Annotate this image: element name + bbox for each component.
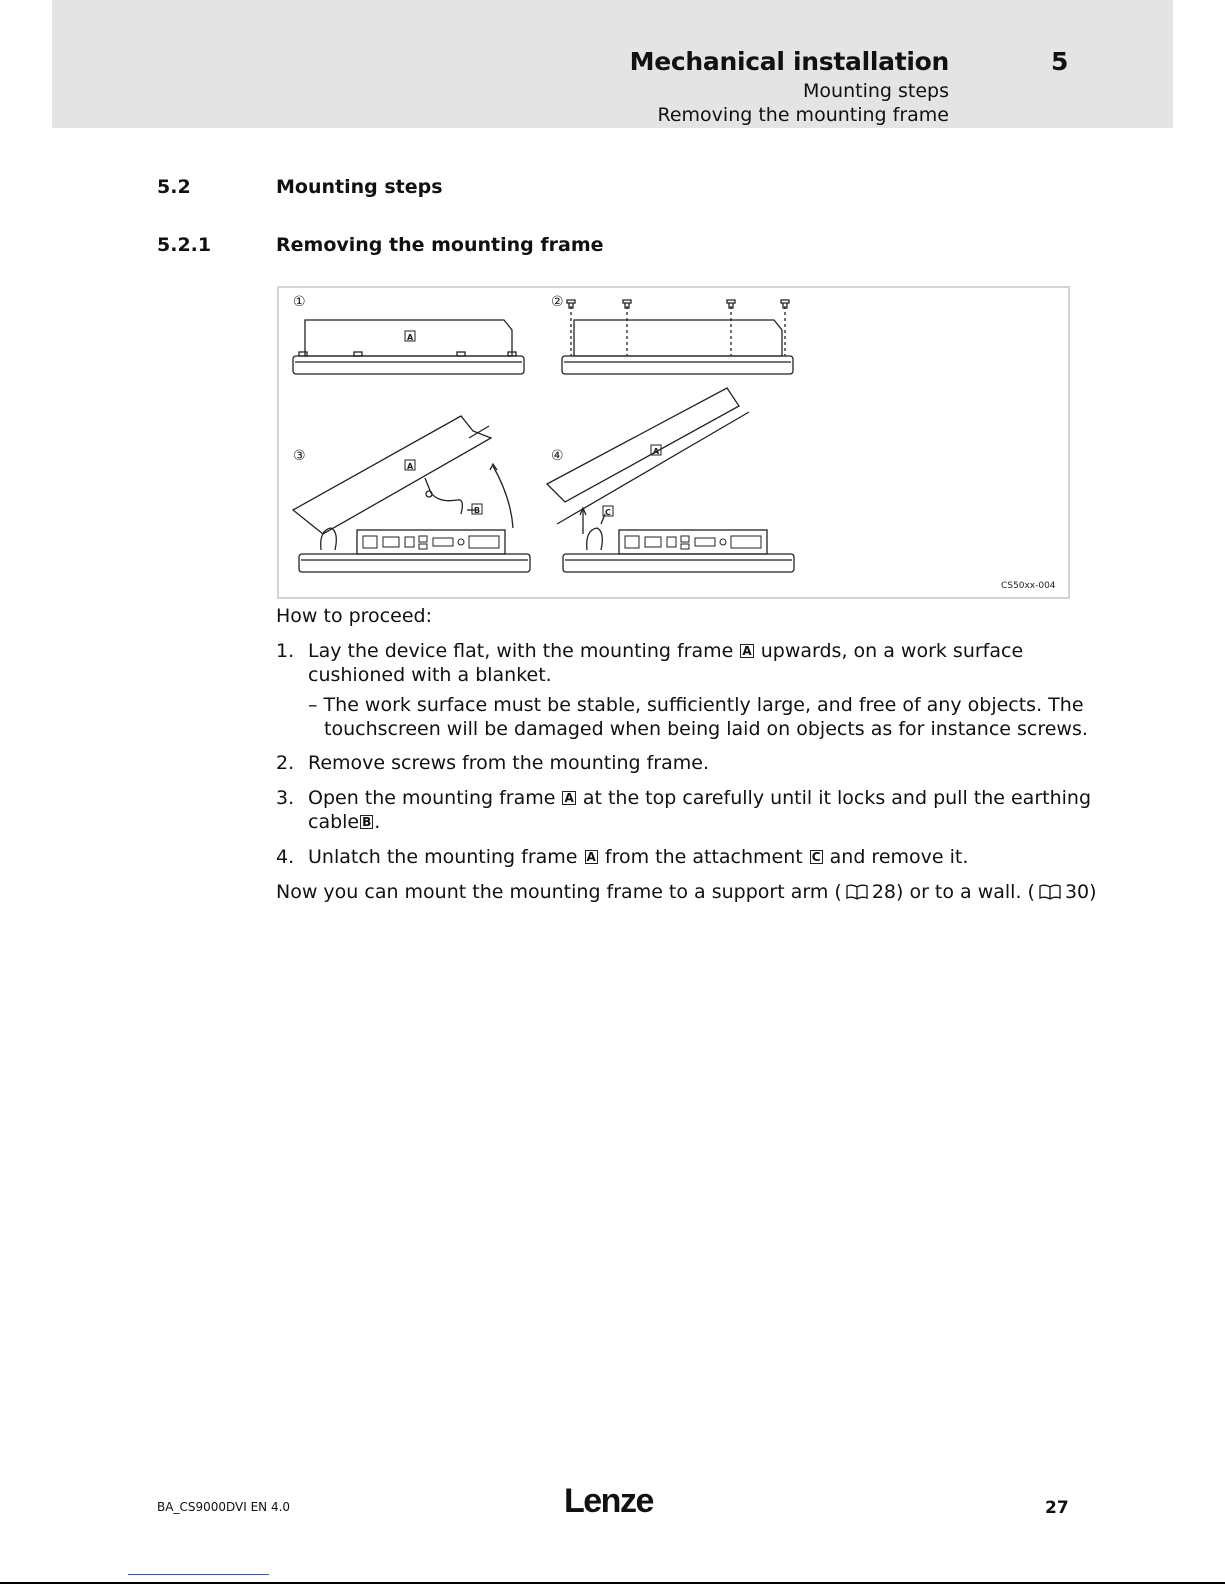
step-label-1: ① bbox=[293, 294, 306, 310]
section-number: 5.2 bbox=[157, 176, 191, 198]
subsection-number: 5.2.1 bbox=[157, 234, 212, 256]
step-1-number: 1. bbox=[276, 640, 295, 662]
svg-text:B: B bbox=[474, 506, 481, 515]
step-1-sub-line-1: – The work surface must be stable, sufficiently large, and free of any objects. The bbox=[308, 694, 1084, 716]
ref-box-a: A bbox=[564, 791, 574, 805]
step-label-3: ③ bbox=[293, 448, 306, 464]
step-3-number: 3. bbox=[276, 787, 295, 809]
step-3-line-2: cable B . bbox=[308, 811, 381, 833]
figure-code: CS50xx-004 bbox=[1001, 581, 1056, 591]
section-subtitle: Mounting steps bbox=[803, 80, 949, 102]
step-1-line-2: cushioned with a blanket. bbox=[308, 664, 552, 686]
mounting-figure bbox=[277, 286, 1070, 599]
subsection-title: Removing the mounting frame bbox=[276, 234, 604, 256]
page-number: 27 bbox=[1045, 1498, 1069, 1518]
closing-text: Now you can mount the mounting frame to a support arm ( 28) or to a wall. ( 30) bbox=[276, 881, 1097, 903]
header-band bbox=[52, 0, 1173, 128]
ref-box-a: A bbox=[586, 850, 596, 864]
step-2-text: Remove screws from the mounting frame. bbox=[308, 752, 709, 774]
step-3-line-1: Open the mounting frame A at the top carefully until it locks and pull the earthing bbox=[308, 787, 1092, 809]
step-4-text: Unlatch the mounting frame A from the attachment C and remove it. bbox=[308, 846, 969, 868]
chapter-title: Mechanical installation bbox=[629, 47, 949, 76]
bottom-link-underline bbox=[128, 1574, 269, 1575]
screws bbox=[567, 300, 789, 308]
chapter-number: 5 bbox=[1051, 47, 1069, 76]
mounting-illustration bbox=[279, 288, 1068, 597]
bottom-rule bbox=[0, 1582, 1225, 1584]
ref-box-a: A bbox=[742, 644, 752, 658]
book-icon bbox=[846, 884, 868, 900]
connectors-3 bbox=[363, 536, 499, 549]
step-1-line-1: Lay the device flat, with the mounting frame A upwards, on a work surface bbox=[308, 640, 1024, 662]
book-icon bbox=[1039, 884, 1061, 900]
intro-text: How to proceed: bbox=[276, 605, 432, 627]
step-2-number: 2. bbox=[276, 752, 295, 774]
document-id: BA_CS9000DVI EN 4.0 bbox=[157, 1500, 291, 1514]
svg-text:C: C bbox=[605, 508, 611, 517]
step-label-2: ② bbox=[551, 294, 564, 310]
panel-2-drawing bbox=[562, 300, 793, 374]
panel-4-drawing bbox=[547, 388, 794, 572]
panel-3-drawing bbox=[293, 416, 530, 572]
connectors-4 bbox=[625, 536, 761, 549]
step-1-sub-line-2: touchscreen will be damaged when being laid on objects as for instance screws. bbox=[324, 718, 1088, 740]
page-ref-28[interactable]: 28 bbox=[871, 881, 896, 903]
svg-text:A: A bbox=[407, 333, 414, 342]
section-title: Mounting steps bbox=[276, 176, 443, 198]
subsection-subtitle: Removing the mounting frame bbox=[657, 104, 949, 126]
step-4-number: 4. bbox=[276, 846, 295, 868]
svg-text:A: A bbox=[653, 447, 660, 456]
panel-1-drawing bbox=[293, 320, 524, 374]
ref-box-b: B bbox=[362, 815, 372, 829]
lenze-logo: Lenze bbox=[564, 1482, 653, 1520]
svg-text:A: A bbox=[407, 462, 414, 471]
page-ref-30[interactable]: 30 bbox=[1064, 881, 1090, 903]
step-label-4: ④ bbox=[551, 448, 564, 464]
ref-box-c: C bbox=[811, 850, 821, 864]
